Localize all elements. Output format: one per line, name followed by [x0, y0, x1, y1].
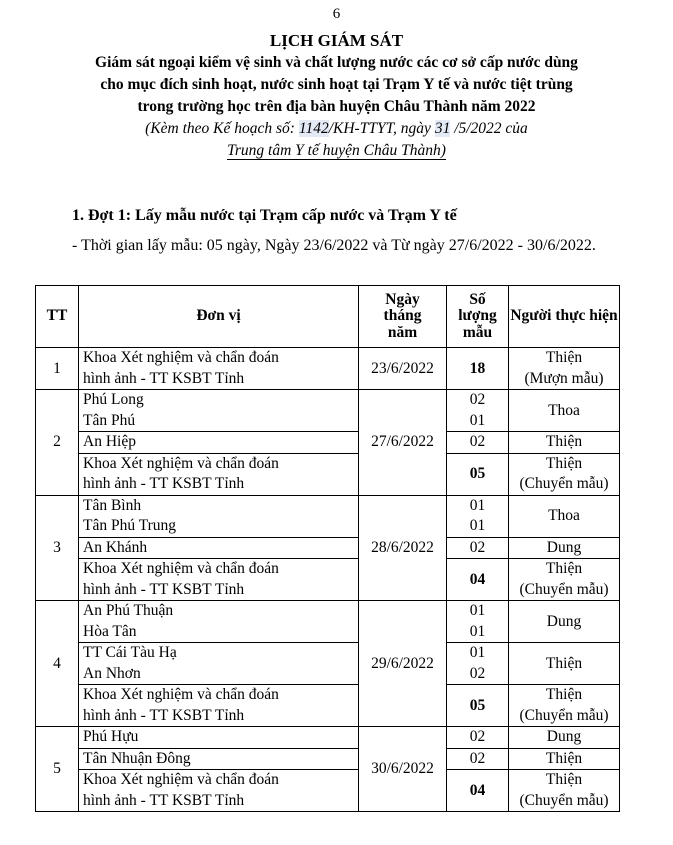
cell-tt: 3	[36, 495, 79, 601]
cell-quantity	[447, 390, 509, 432]
reference-issuer: Trung tâm Y tế huyện Châu Thành)	[227, 142, 446, 159]
title-block	[30, 30, 643, 162]
cell-unit	[79, 453, 359, 495]
unit-line: Khoa Xét nghiệm và chẩn đoán	[83, 686, 279, 703]
document-subtitle-line: Giám sát ngoại kiểm vệ sinh và chất lượng nước các cơ sở cấp nước dùng	[95, 54, 578, 71]
table-row	[36, 727, 620, 749]
cell-unit	[79, 348, 359, 390]
table-row	[36, 453, 620, 495]
qty-line: 01	[469, 517, 486, 534]
unit-line: hình ảnh - TT KSBT Tỉnh	[83, 706, 245, 724]
document-title: LỊCH GIÁM SÁT	[269, 31, 404, 50]
cell-person: Thiện	[509, 748, 620, 770]
reference-date-rest: /5/2022 của	[450, 120, 528, 137]
person-line: (Mượn mẫu)	[524, 369, 604, 387]
cell-unit	[79, 559, 359, 601]
unit-line: hình ảnh - TT KSBT Tỉnh	[83, 580, 245, 598]
table-row	[36, 390, 620, 432]
unit-line: An Phú Thuận	[83, 602, 174, 619]
cell-unit	[79, 685, 359, 727]
cell-unit	[79, 537, 359, 559]
person-line: Thiện	[545, 454, 583, 472]
table-header-row	[36, 286, 620, 348]
header-date-text: Ngày tháng năm	[383, 290, 422, 341]
person-line: Thiện	[545, 686, 583, 703]
cell-person	[509, 770, 620, 812]
cell-person: Dung	[509, 601, 620, 643]
sampling-time-content: - Thời gian lấy mẫu: 05 ngày, Ngày 23/6/2022 và Từ ngày 27/6/2022 - 30/6/2022.	[72, 237, 596, 254]
cell-person: Thoa	[509, 495, 620, 537]
unit-line: Khoa Xét nghiệm và chẩn đoán	[83, 560, 279, 577]
cell-person: Thoa	[509, 390, 620, 432]
unit-line: Tân Phú	[83, 411, 136, 429]
reference-code: /KH-TTYT, ngày	[328, 120, 435, 137]
table-row	[36, 770, 620, 812]
unit-line: Hòa Tân	[83, 622, 137, 640]
page-number: 6	[332, 6, 341, 22]
cell-quantity: 04	[447, 559, 509, 601]
header-quantity-text: Số lượng mẫu	[458, 290, 497, 341]
unit-line: Tân Phú Trung	[83, 517, 177, 534]
table-row	[36, 559, 620, 601]
reference-line	[30, 118, 643, 140]
person-line: Thiện	[545, 349, 583, 366]
unit-line: TT Cái Tàu Hạ	[83, 644, 177, 661]
reference-prefix: (Kèm theo Kế hoạch số:	[145, 120, 299, 137]
unit-line: Tân Nhuận Đông	[83, 749, 191, 767]
cell-quantity: 05	[447, 453, 509, 495]
person-line: Thiện	[545, 560, 583, 577]
cell-person: Dung	[509, 727, 620, 749]
qty-line: 01	[469, 644, 486, 661]
header-unit: Đơn vị	[79, 286, 359, 348]
cell-unit	[79, 643, 359, 685]
cell-unit	[79, 770, 359, 812]
unit-line: An Nhơn	[83, 664, 141, 682]
qty-line: 01	[469, 496, 486, 514]
unit-line: hình ảnh - TT KSBT Tỉnh	[83, 475, 245, 492]
cell-person	[509, 348, 620, 390]
person-line: (Chuyển mẫu)	[519, 706, 609, 724]
cell-quantity: 02	[447, 432, 509, 454]
cell-person: Dung	[509, 537, 620, 559]
unit-line: An Khánh	[83, 538, 148, 556]
qty-line: 01	[469, 602, 486, 619]
cell-unit	[79, 748, 359, 770]
cell-quantity: 04	[447, 770, 509, 812]
table-row	[36, 643, 620, 685]
cell-date: 30/6/2022	[359, 727, 447, 812]
unit-line: Khoa Xét nghiệm và chẩn đoán	[83, 454, 279, 472]
unit-line: Khoa Xét nghiệm và chẩn đoán	[83, 771, 279, 788]
cell-unit	[79, 727, 359, 749]
qty-line: 01	[469, 411, 486, 429]
header-date	[359, 286, 447, 348]
table-row	[36, 537, 620, 559]
cell-quantity: 18	[447, 348, 509, 390]
cell-unit	[79, 390, 359, 432]
cell-date: 29/6/2022	[359, 601, 447, 727]
reference-line-2	[30, 140, 643, 162]
person-line: (Chuyển mẫu)	[519, 580, 609, 598]
cell-quantity	[447, 495, 509, 537]
cell-person: Thiện	[509, 432, 620, 454]
person-line: (Chuyển mẫu)	[519, 791, 609, 809]
table-row	[36, 601, 620, 643]
cell-date: 27/6/2022	[359, 390, 447, 496]
cell-quantity: 05	[447, 685, 509, 727]
table-row	[36, 495, 620, 537]
qty-line: 01	[469, 622, 486, 640]
header-quantity	[447, 286, 509, 348]
cell-tt: 5	[36, 727, 79, 812]
unit-line: Khoa Xét nghiệm và chẩn đoán	[83, 349, 279, 366]
cell-person	[509, 685, 620, 727]
table-row	[36, 432, 620, 454]
sampling-time-text	[34, 236, 620, 256]
header-person: Người thực hiện	[509, 286, 620, 348]
reference-number: 1142	[298, 120, 329, 137]
cell-unit	[79, 432, 359, 454]
person-line: Thiện	[545, 771, 583, 788]
cell-date: 23/6/2022	[359, 348, 447, 390]
section-heading: 1. Đợt 1: Lấy mẫu nước tại Trạm cấp nước và Trạm Y tế	[72, 207, 457, 224]
qty-line: 02	[469, 664, 486, 682]
cell-tt: 4	[36, 601, 79, 727]
sampling-schedule-table	[35, 285, 620, 812]
cell-tt: 1	[36, 348, 79, 390]
table-row	[36, 748, 620, 770]
cell-quantity: 02	[447, 727, 509, 749]
qty-line: 02	[469, 391, 486, 408]
cell-unit	[79, 601, 359, 643]
table-row	[36, 348, 620, 390]
cell-person	[509, 453, 620, 495]
person-line: (Chuyển mẫu)	[519, 475, 609, 492]
unit-line: An Hiệp	[83, 433, 136, 450]
unit-line: Phú Hựu	[83, 728, 139, 745]
document-subtitle-line: cho mục đích sinh hoạt, nước sinh hoạt tại Trạm Y tế và nước tiệt trùng	[100, 76, 573, 93]
cell-quantity	[447, 643, 509, 685]
cell-quantity	[447, 601, 509, 643]
cell-tt: 2	[36, 390, 79, 496]
cell-quantity: 02	[447, 537, 509, 559]
table-row	[36, 685, 620, 727]
reference-day: 31	[434, 120, 451, 137]
unit-line: hình ảnh - TT KSBT Tỉnh	[83, 791, 245, 809]
cell-person: Thiện	[509, 643, 620, 685]
cell-date: 28/6/2022	[359, 495, 447, 601]
unit-line: hình ảnh - TT KSBT Tỉnh	[83, 369, 245, 387]
unit-line: Phú Long	[83, 391, 144, 408]
header-tt: TT	[36, 286, 79, 348]
unit-line: Tân Bình	[83, 496, 142, 514]
cell-person	[509, 559, 620, 601]
cell-quantity: 02	[447, 748, 509, 770]
document-subtitle-line: trong trường học trên địa bàn huyện Châu Thành năm 2022	[137, 98, 536, 115]
cell-unit	[79, 495, 359, 537]
